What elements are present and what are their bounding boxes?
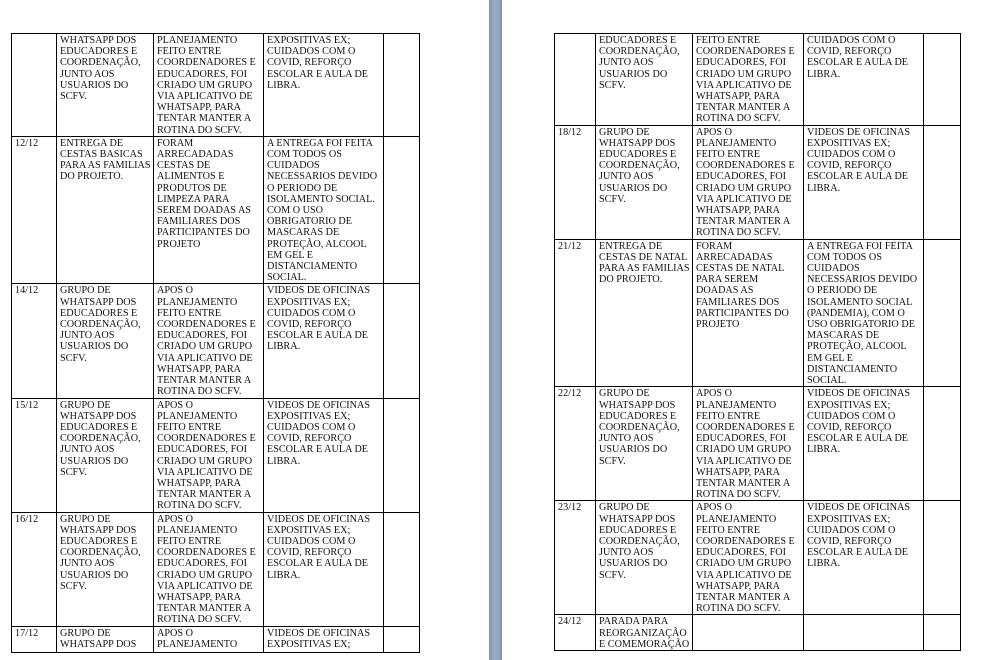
date-cell: 18/12	[555, 125, 596, 239]
extra-cell	[384, 284, 420, 398]
table-row	[555, 34, 961, 126]
activity-cell: GRUPO DE WHATSAPP DOS	[57, 626, 154, 652]
table-row	[12, 626, 420, 652]
description-cell: PLANEJAMENTO FEITO ENTRE COORDENADORES E EDUCADORES, FOI CRIADO UM GRUPO VIA APLICATIVO DE WHATSAPP, PARA TENTAR MANTER A ROTINA DO SCFV.	[154, 34, 264, 137]
table-row	[555, 615, 961, 651]
date-cell	[12, 34, 57, 137]
date-cell	[555, 34, 596, 126]
extra-cell	[384, 398, 420, 512]
description-cell: APOS O PLANEJAMENTO FEITO ENTRE COORDENADORES E EDUCADORES, FOI CRIADO UM GRUPO VIA APLICATIVO DE WHATSAPP, PARA TENTAR MANTER A ROTINA DO SCFV.	[693, 125, 804, 239]
document-page-left	[0, 0, 489, 660]
table-row	[12, 512, 420, 626]
date-cell: 23/12	[555, 501, 596, 615]
description-cell: APOS O PLANEJAMENTO FEITO ENTRE COORDENADORES E EDUCADORES, FOI CRIADO UM GRUPO VIA APLICATIVO DE WHATSAPP, PARA TENTAR MANTER A ROTINA DO SCFV.	[693, 501, 804, 615]
description-cell: FEITO ENTRE COORDENADORES E EDUCADORES, FOI CRIADO UM GRUPO VIA APLICATIVO DE WHATSAPP, PARA TENTAR MANTER A ROTINA DO SCFV.	[693, 34, 804, 126]
activity-cell: ENTREGA DE CESTAS DE NATAL PARA AS FAMILIAS DO PROJETO.	[596, 239, 693, 387]
extra-cell	[924, 34, 961, 126]
date-cell: 12/12	[12, 136, 57, 284]
date-cell: 21/12	[555, 239, 596, 387]
result-cell: VIDEOS DE OFICINAS EXPOSITIVAS EX; CUIDADOS COM O COVID, REFORÇO ESCOLAR E AULA DE LIBRA.	[264, 284, 384, 398]
activity-cell: PARADA PARA REORGANIZAÇÃO E COMEMORAÇÃO	[596, 615, 693, 651]
result-cell: A ENTREGA FOI FEITA COM TODOS OS CUIDADOS NECESSARIOS DEVIDO O PERIODO DE ISOLAMENTO SOCIAL. COM O USO OBRIGATORIO DE MASCARAS DE PROTEÇÃO, ALCOOL EM GEL E DISTANCIAMENTO SOCIAL.	[264, 136, 384, 284]
activity-cell: GRUPO DE WHATSAPP DOS EDUCADORES E COORDENAÇÃO, JUNTO AOS USUARIOS DO SCFV.	[57, 284, 154, 398]
result-cell: VIDEOS DE OFICINAS EXPOSITIVAS EX; CUIDADOS COM O COVID, REFORÇO ESCOLAR E AULA DE LIBRA.	[804, 125, 924, 239]
activity-cell: EDUCADORES E COORDENAÇÃO, JUNTO AOS USUARIOS DO SCFV.	[596, 34, 693, 126]
extra-cell	[924, 125, 961, 239]
extra-cell	[384, 512, 420, 626]
activity-cell: GRUPO DE WHATSAPP DOS EDUCADORES E COORDENAÇÃO, JUNTO AOS USUARIOS DO SCFV.	[596, 387, 693, 501]
date-cell: 15/12	[12, 398, 57, 512]
description-cell: APOS O PLANEJAMENTO	[154, 626, 264, 652]
extra-cell	[924, 239, 961, 387]
activity-table-right	[554, 33, 961, 651]
date-cell: 16/12	[12, 512, 57, 626]
result-cell: VIDEOS DE OFICINAS EXPOSITIVAS EX; CUIDADOS COM O COVID, REFORÇO ESCOLAR E AULA DE LIBRA.	[804, 387, 924, 501]
description-cell	[693, 615, 804, 651]
extra-cell	[384, 136, 420, 284]
table-row	[12, 284, 420, 398]
extra-cell	[924, 387, 961, 501]
table-row	[555, 501, 961, 615]
table-row	[555, 239, 961, 387]
table-row	[555, 387, 961, 501]
result-cell: VIDEOS DE OFICINAS EXPOSITIVAS EX; CUIDADOS COM O COVID, REFORÇO ESCOLAR E AULA DE LIBRA.	[804, 501, 924, 615]
description-cell: APOS O PLANEJAMENTO FEITO ENTRE COORDENADORES E EDUCADORES, FOI CRIADO UM GRUPO VIA APLICATIVO DE WHATSAPP, PARA TENTAR MANTER A ROTINA DO SCFV.	[154, 284, 264, 398]
activity-cell: GRUPO DE WHATSAPP DOS EDUCADORES E COORDENAÇÃO, JUNTO AOS USUARIOS DO SCFV.	[57, 512, 154, 626]
table-row	[12, 34, 420, 137]
table-row	[12, 136, 420, 284]
date-cell: 22/12	[555, 387, 596, 501]
result-cell: CUIDADOS COM O COVID, REFORÇO ESCOLAR E AULA DE LIBRA.	[804, 34, 924, 126]
extra-cell	[384, 626, 420, 652]
table-row	[12, 398, 420, 512]
result-cell	[804, 615, 924, 651]
date-cell: 14/12	[12, 284, 57, 398]
result-cell: VIDEOS DE OFICINAS EXPOSITIVAS EX; CUIDADOS COM O COVID, REFORÇO ESCOLAR E AULA DE LIBRA.	[264, 398, 384, 512]
activity-table-left	[11, 33, 420, 653]
description-cell: APOS O PLANEJAMENTO FEITO ENTRE COORDENADORES E EDUCADORES, FOI CRIADO UM GRUPO VIA APLICATIVO DE WHATSAPP, PARA TENTAR MANTER A ROTINA DO SCFV.	[154, 398, 264, 512]
date-cell: 24/12	[555, 615, 596, 651]
extra-cell	[384, 34, 420, 137]
activity-cell: GRUPO DE WHATSAPP DOS EDUCADORES E COORDENAÇÃO, JUNTO AOS USUARIOS DO SCFV.	[596, 501, 693, 615]
date-cell: 17/12	[12, 626, 57, 652]
result-cell: A ENTREGA FOI FEITA COM TODOS OS CUIDADOS NECESSARIOS DEVIDO O PERIODO DE ISOLAMENTO SOCIAL (PANDEMIA), COM O USO OBRIGATORIO DE MASCARAS DE PROTEÇÃO, ALCOOL EM GEL E DISTANCIAMENTO SOCIAL.	[804, 239, 924, 387]
table-row	[555, 125, 961, 239]
extra-cell	[924, 615, 961, 651]
page-gap	[489, 0, 502, 660]
activity-cell: GRUPO DE WHATSAPP DOS EDUCADORES E COORDENAÇÃO, JUNTO AOS USUARIOS DO SCFV.	[57, 398, 154, 512]
description-cell: FORAM ARRECADADAS CESTAS DE ALIMENTOS E PRODUTOS DE LIMPEZA PARA SEREM DOADAS AS FAMILIARES DOS PARTICIPANTES DO PROJETO	[154, 136, 264, 284]
document-page-right	[502, 0, 1006, 660]
activity-cell: GRUPO DE WHATSAPP DOS EDUCADORES E COORDENAÇÃO, JUNTO AOS USUARIOS DO SCFV.	[596, 125, 693, 239]
activity-cell: WHATSAPP DOS EDUCADORES E COORDENAÇÃO, JUNTO AOS USUARIOS DO SCFV.	[57, 34, 154, 137]
description-cell: FORAM ARRECADADAS CESTAS DE NATAL PARA SEREM DOADAS AS FAMILIARES DOS PARTICIPANTES DO PROJETO	[693, 239, 804, 387]
result-cell: EXPOSITIVAS EX; CUIDADOS COM O COVID, REFORÇO ESCOLAR E AULA DE LIBRA.	[264, 34, 384, 137]
activity-cell: ENTREGA DE CESTAS BASICAS PARA AS FAMILIAS DO PROJETO.	[57, 136, 154, 284]
extra-cell	[924, 501, 961, 615]
result-cell: VIDEOS DE OFICINAS EXPOSITIVAS EX; CUIDADOS COM O COVID, REFORÇO ESCOLAR E AULA DE LIBRA.	[264, 512, 384, 626]
description-cell: APOS O PLANEJAMENTO FEITO ENTRE COORDENADORES E EDUCADORES, FOI CRIADO UM GRUPO VIA APLICATIVO DE WHATSAPP, PARA TENTAR MANTER A ROTINA DO SCFV.	[154, 512, 264, 626]
result-cell: VIDEOS DE OFICINAS EXPOSITIVAS EX;	[264, 626, 384, 652]
description-cell: APOS O PLANEJAMENTO FEITO ENTRE COORDENADORES E EDUCADORES, FOI CRIADO UM GRUPO VIA APLICATIVO DE WHATSAPP, PARA TENTAR MANTER A ROTINA DO SCFV.	[693, 387, 804, 501]
